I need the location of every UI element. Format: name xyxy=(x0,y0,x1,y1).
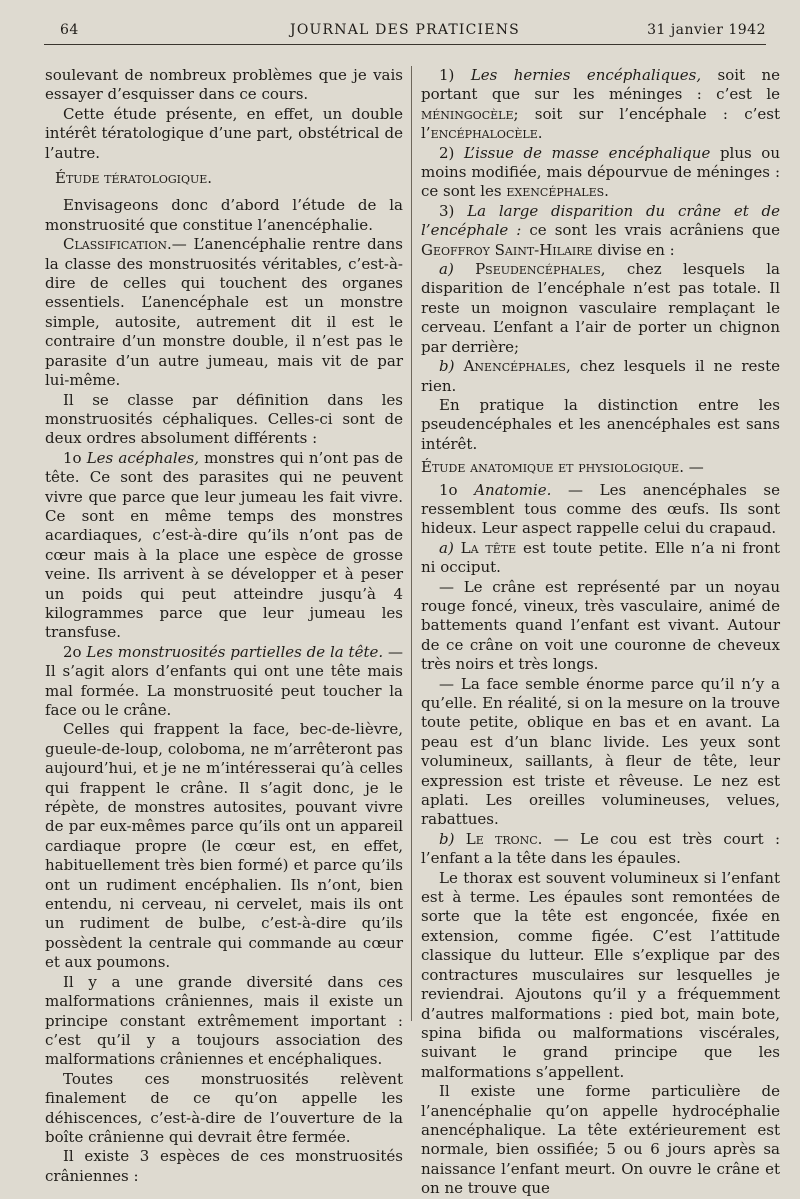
paragraph: Toutes ces monstruosités relèvent finalement de ce qu’on appelle les déhiscences, c’est-à-dire de l’ouverture de la boîte crânienne qui devrait être fermée. xyxy=(45,1069,403,1146)
paragraph: Celles qui frappent la face, bec-de-lièvre, gueule-de-loup, coloboma, ne m’arrêteront pas aujourd’hui, et je ne m’intéresserai qu’à celles qui frappent le crâne. Il s’agit donc, je le répète, de monstres autosites, pouvant vivre de par eux-mêmes parce qu’ils ont un appareil cardiaque propre (le cœur est, en effet, habituellement très bien formé) et parce qu’ils ont un rudiment encéphalien. Ils n’ont, bien entendu, ni cerveau, ni cervelet, mais ils ont un rudiment de bulbe, c’est-à-dire qu’ils possèdent la centrale qui commande au cœur et aux poumons. xyxy=(45,720,403,972)
term: La tête xyxy=(460,538,517,557)
paragraph: En pratique la distinction entre les pseudencéphales et les anencéphales est sans intérêt. xyxy=(421,395,780,453)
paragraph xyxy=(421,260,780,357)
term: Pseudencéphales, xyxy=(475,260,606,279)
paragraph: — Le crâne est représenté par un noyau rouge foncé, vineux, très vasculaire, animé de battements quand l’enfant est vivant. Autour de ce crâne on voit une couronne de cheveux très noirs et très longs. xyxy=(421,577,780,674)
paragraph-text: — Le cou est très court : l’enfant a la tête dans les épaules. xyxy=(421,829,780,868)
issue-date: 31 janvier 1942 xyxy=(647,22,766,38)
section-heading xyxy=(421,458,780,477)
list-marker: 1) xyxy=(439,66,455,84)
page-number: 64 xyxy=(60,22,79,38)
list-item-title: La large disparition du crâne et de l’encéphale : xyxy=(421,201,780,240)
term: Anencéphales, xyxy=(463,357,571,376)
list-item-title: Les monstruosités partielles de la tête. xyxy=(86,642,384,661)
list-marker: b) xyxy=(439,357,455,376)
paragraph: Il existe une forme particulière de l’anencéphalie qu’on appelle hydrocéphalie anencéphalique. La tête extérieurement est normale, bien ossifiée; 5 ou 6 jours après sa naissance l’enfant meurt. On ouvre le crâne et on ne trouve que xyxy=(421,1082,780,1198)
paragraph xyxy=(421,481,780,539)
list-marker: 1o xyxy=(63,448,82,467)
list-marker: 1o xyxy=(439,480,458,499)
paragraph xyxy=(45,235,403,390)
paragraph-text: ce sont les vrais acrâniens que xyxy=(529,221,781,240)
paragraph-text: — Il s’agit alors d’enfants qui ont une tête mais mal formée. La monstruosité peut toucher la face ou le crâne. xyxy=(45,642,403,719)
paragraph: Envisageons donc d’abord l’étude de la monstruosité que constitue l’anencéphalie. xyxy=(45,196,403,234)
running-header xyxy=(44,22,766,45)
paragraph: soulevant de nombreux problèmes que je vais essayer d’esquisser dans ce cours. xyxy=(45,66,403,104)
list-marker: b) xyxy=(439,829,455,848)
paragraph: — La face semble énorme parce qu’il n’y a qu’elle. En réalité, si on la mesure on la trouve toute petite, oblique en bas et en avant. La peau est d’un blanc livide. Les yeux sont volumineux, saillants, à fleur de tête, leur expression est triste et rêveuse. Le nez est aplati. Les oreilles volumineuses, velues, rabattues. xyxy=(421,674,780,829)
journal-title: JOURNAL DES PRATICIENS xyxy=(290,22,520,38)
paragraph xyxy=(421,144,780,202)
paragraph xyxy=(421,66,780,144)
list-item-title: Les hernies encéphaliques, xyxy=(470,66,702,84)
list-item-title: Anatomie. xyxy=(474,480,552,499)
term: Le tronc. xyxy=(465,829,543,848)
right-column xyxy=(421,66,781,1198)
paragraph xyxy=(421,202,780,260)
paragraph xyxy=(421,830,780,869)
list-marker: a) xyxy=(439,538,454,557)
paragraph-text: monstres qui n’ont pas de tête. Ce sont des parasites qui ne peuvent vivre que parce que leur jumeau les fait vivre. Ce sont en même temps des monstres acardiaques, c’est-à-dire qu’ils n’ont pas de cœur mais à la place une espèce de grosse veine. Ils arrivent à se développer et à peser un poids qui peut atteindre jusqu’à 4 kilogrammes parce que leur jumeau les transfuse. xyxy=(45,448,403,642)
paragraph-text: — Les anencéphales se ressemblent tous comme des œufs. Ils sont hideux. Leur aspect rappelle celui du crapaud. xyxy=(421,480,780,538)
paragraph: Cette étude présente, en effet, un double intérêt tératologique d’une part, obstétrical de l’autre. xyxy=(45,104,403,162)
column-divider xyxy=(411,66,412,1021)
left-column xyxy=(45,66,403,1185)
paragraph-text: plus ou moins modifiée, mais dépourvue de méninges : ce sont les xyxy=(421,143,780,201)
paragraph-text: divise en : xyxy=(597,240,675,259)
list-item-title: L’issue de masse encéphalique xyxy=(464,143,711,162)
section-heading-text: Étude anatomique et physiologique. xyxy=(421,458,684,477)
paragraph-text: soit ne portant que sur les méninges : c’est le xyxy=(421,66,780,104)
list-marker: 2o xyxy=(63,642,82,661)
term: encéphalocèle. xyxy=(430,124,543,143)
author-name: Geoffroy Saint-Hilaire xyxy=(421,240,593,259)
paragraph xyxy=(45,643,403,721)
run-in-heading: Classification. xyxy=(63,235,172,254)
paragraph-text: — L’anencéphalie rentre dans la classe des monstruosités véritables, c’est-à-dire de celles qui touchent des organes essentiels. L’anencéphale est un monstre simple, autosite, autrement dit il est le contraire d’un monstre double, il n’est pas le parasite d’un autre jumeau, mais vit de par lui-même. xyxy=(45,235,403,390)
dash: — xyxy=(688,458,704,477)
paragraph: Il existe 3 espèces de ces monstruosités crâniennes : xyxy=(45,1147,403,1185)
paragraph xyxy=(421,539,780,578)
paragraph: Il y a une grande diversité dans ces malformations crâniennes, mais il existe un principe constant extrêmement important : c’est qu’il y a toujours association des malformations crâniennes et encéphaliques. xyxy=(45,972,403,1069)
paragraph-text: chez lesquels il ne reste rien. xyxy=(421,357,780,395)
paragraph-text: chez lesquels la disparition de l’encéphale n’est pas totale. Il reste un moignon vasculaire remplaçant le cerveau. L’enfant a l’air de porter un chignon par derrière; xyxy=(421,260,780,356)
list-item-title: Les acéphales, xyxy=(86,448,199,467)
term: méningocèle; xyxy=(421,104,519,123)
list-marker: a) xyxy=(439,260,454,279)
paragraph xyxy=(421,357,780,396)
paragraph-text: soit sur l’encéphale : c’est l’ xyxy=(421,104,780,143)
list-marker: 2) xyxy=(439,143,455,162)
paragraph xyxy=(45,449,403,643)
section-heading: Étude tératologique. xyxy=(55,169,213,188)
list-marker: 3) xyxy=(439,201,455,220)
term: exencéphales. xyxy=(506,182,609,201)
paragraph: Il se classe par définition dans les monstruosités céphaliques. Celles-ci sont de deux ordres absolument différents : xyxy=(45,390,403,448)
paragraph: Le thorax est souvent volumineux si l’enfant est à terme. Les épaules sont remontées de sorte que la tête est engoncée, fixée en extension, comme figée. C’est l’attitude classique du lutteur. Elle s’explique par des contractures musculaires sur lesquelles je reviendrai. Ajoutons qu’il y a fréquemment d’autres malformations : pied bot, main bote, spina bifida ou malformations viscérales, suivant le grand principe que les malformations s’appellent. xyxy=(421,868,780,1081)
paragraph-text: est toute petite. Elle n’a ni front ni occiput. xyxy=(421,538,780,577)
